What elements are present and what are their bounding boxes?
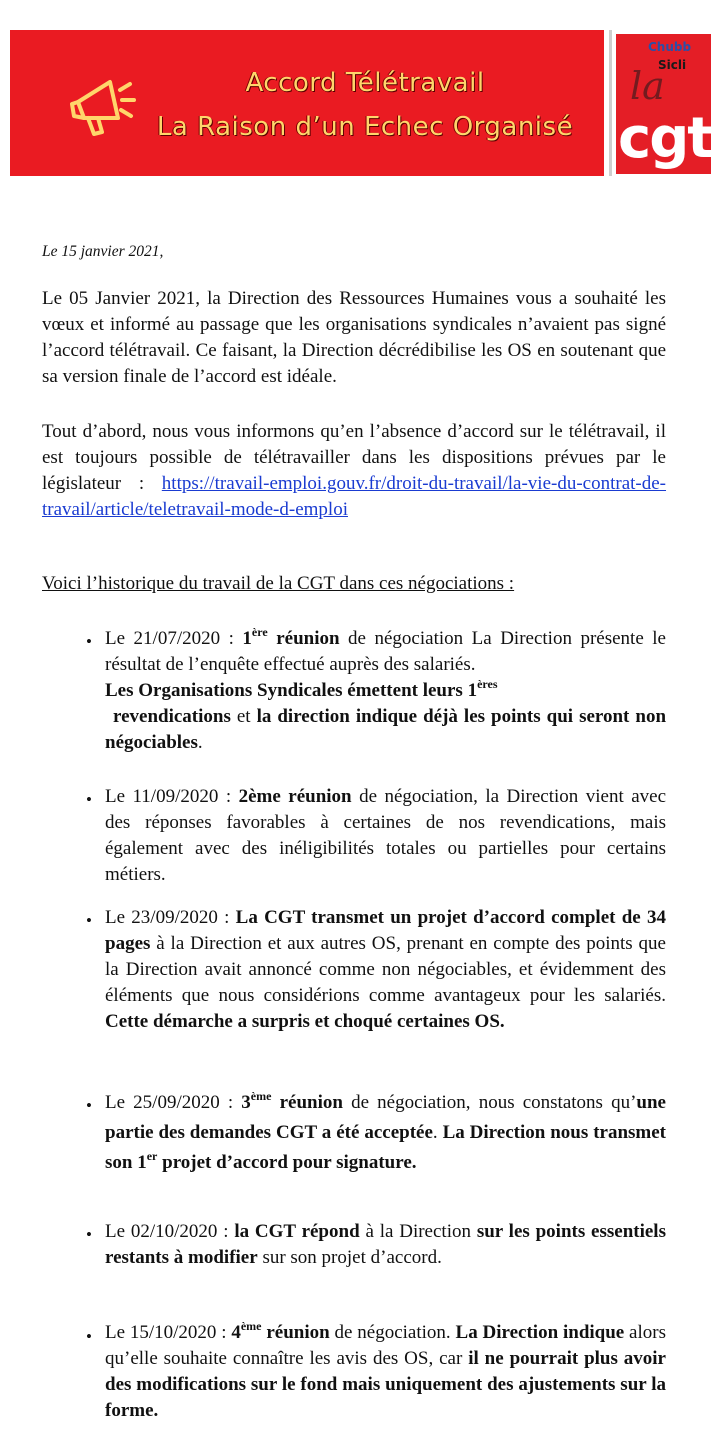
item-text: de négociation, la Direction vient avec des réponses favorables à certaines de nos revendications, mais également avec des inéligibilités totales ou partielles pour certains métiers. [105,786,667,885]
item-bold: La Direction nous transmet son 1 [105,1122,667,1173]
item-bold: 1 [242,628,252,649]
bullet-icon: • [86,632,92,651]
timeline-item-4 [105,1088,666,1178]
item-bold: revendications [113,706,231,727]
item-bold: la direction indique déjà les points qui seront non négociables [105,706,667,753]
intro-paragraph-2 [42,419,666,523]
item-bold: une partie des demandes CGT a été acceptée [105,1092,666,1143]
bullet-icon: • [86,1225,92,1244]
item-bold: 4 [231,1322,241,1343]
item-text: Le 23/09/2020 : [105,907,236,928]
item-bold: la CGT répond [234,1221,360,1242]
item-text: Le 15/10/2020 : [105,1322,232,1343]
item-text: à la Direction et aux autres OS, prenant en compte des points que la Direction avait annoncé comme non négociables, et évidemment des éléments que nous considérions comme avantageux pour les salariés. [105,933,666,1006]
bullet-icon: • [86,911,92,930]
cgt-logo [609,30,712,176]
teletravail-link[interactable]: https://travail-emploi.gouv.fr/droit-du-travail/la-vie-du-contrat-de-travail/article/teletravail-mode-d-emploi [42,473,667,520]
item-sup: ère [251,625,268,639]
item-bold: projet d’accord pour signature. [157,1152,417,1173]
item-text: Le 21/07/2020 : [105,628,243,649]
item-text: de négociation, nous constatons qu’ [342,1092,637,1113]
intro-paragraph-2-text: Tout d’abord, nous vous informons qu’en l’absence d’accord sur le télétravail, il est toujours possible de télétravailler dans les dispositions prévues par le législateur : [42,421,666,494]
timeline-item-6 [105,1320,666,1424]
item-sup: ères [477,677,498,691]
item-text: et [230,706,257,727]
logo-la-text: la [630,64,665,108]
item-text: Le 02/10/2020 : [105,1221,235,1242]
timeline-item-2 [105,784,666,888]
item-bold: Cette démarche a surpris et choqué certaines OS. [105,1011,505,1032]
item-sup: er [146,1149,158,1163]
item-text: . [197,732,203,753]
item-bold: La CGT transmet un projet d’accord complet de 34 pages [105,907,666,954]
item-sup: ème [240,1319,262,1333]
item-bold: réunion [267,628,340,649]
bullet-icon: • [86,1327,92,1346]
item-text: de négociation La Direction présente le résultat de l’enquête effectué auprès des salariés. [105,628,666,675]
item-bold: Les Organisations Syndicales émettent leurs 1 [105,680,478,701]
logo-sicli-text: Sicli [658,58,687,72]
timeline-item-3 [105,905,666,1035]
header-banner [10,30,604,176]
intro-paragraph-1: Le 05 Janvier 2021, la Direction des Ressources Humaines vous a souhaité les vœux et informé au passage que les organisations syndicales n’avaient pas signé l’accord télétravail. Ce faisant, la Direction décrédibilise les OS en soutenant que sa version finale de l’accord est idéale. [42,288,666,387]
banner-title-line2: La Raison d’un Echec Organisé [156,112,574,142]
item-text: à la Direction [359,1221,477,1242]
megaphone-icon [58,70,138,140]
item-sup: ème [250,1089,272,1103]
item-bold: sur les points essentiels restants à modifier [105,1221,666,1268]
document-date: Le 15 janvier 2021, [42,243,164,260]
timeline-item-1 [105,626,666,756]
logo-cgt-text: cgt [618,106,712,171]
logo-chubb-text: Chubb [648,40,692,54]
item-bold: La Direction indique [455,1322,625,1343]
item-text: de négociation. [329,1322,456,1343]
item-bold: réunion [261,1322,330,1343]
item-bold: réunion [271,1092,343,1113]
item-text: Le 11/09/2020 : [105,786,239,807]
banner-title-line1: Accord Télétravail [245,68,485,98]
item-text: alors qu’elle souhaite connaître les avis des OS, car [105,1322,666,1369]
item-text: sur son projet d’accord. [257,1247,442,1268]
history-heading: Voici l’historique du travail de la CGT dans ces négociations : [42,573,515,594]
item-bold: il ne pourrait plus avoir des modifications sur le fond mais uniquement des ajustements sur la forme. [105,1348,666,1421]
timeline-item-5 [105,1219,666,1271]
item-bold: 2ème réunion [238,786,352,807]
bullet-icon: • [86,790,92,809]
item-bold: 3 [241,1092,251,1113]
item-text: . [432,1122,443,1143]
item-text: Le 25/09/2020 : [105,1092,242,1113]
bullet-icon: • [86,1096,92,1115]
